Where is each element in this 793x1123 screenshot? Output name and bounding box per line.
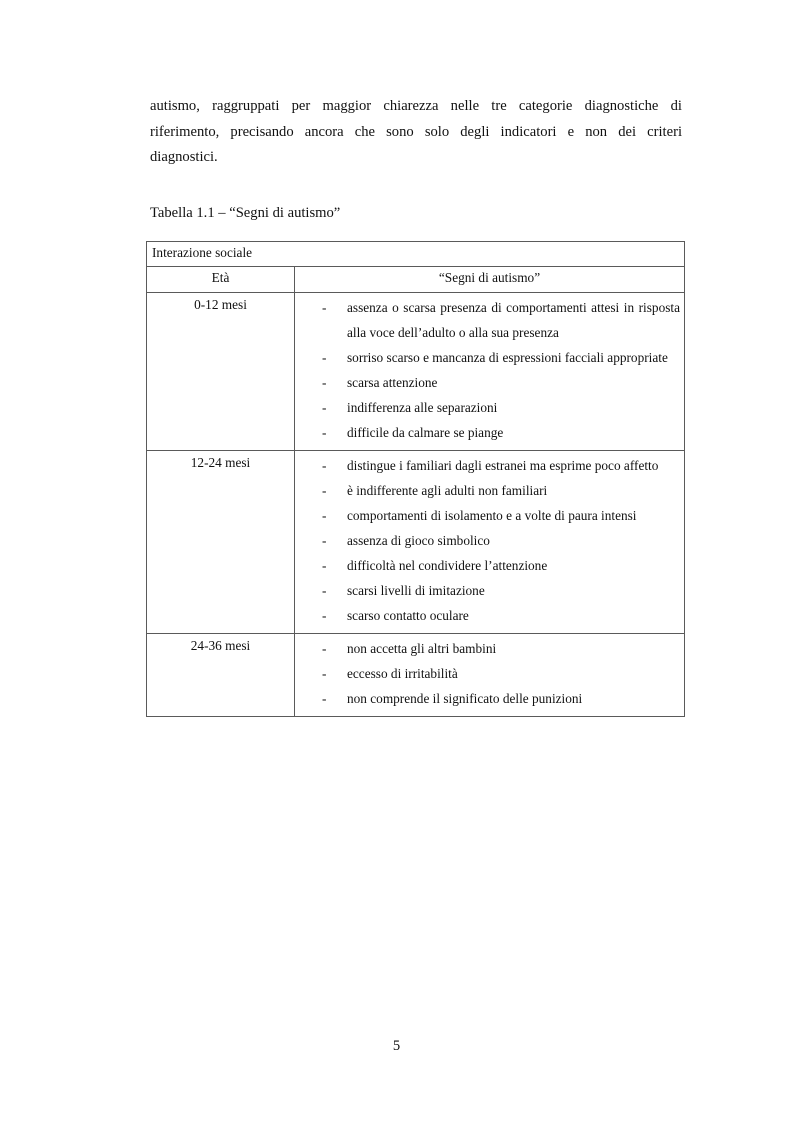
age-cell: 0-12 mesi <box>147 293 295 451</box>
dash-bullet: - <box>322 483 327 498</box>
list-item: - distingue i familiari dagli estranei ma esprime poco affetto <box>295 453 680 478</box>
header-row <box>147 267 685 293</box>
age-cell: 24-36 mesi <box>147 634 295 717</box>
list-item: - scarsa attenzione <box>295 370 680 395</box>
list-item: - indifferenza alle separazioni <box>295 395 680 420</box>
dash-bullet: - <box>322 641 327 656</box>
paragraph-line: riferimento, precisando ancora che sono solo degli indicatori e non dei criteri <box>150 123 682 140</box>
dash-bullet: - <box>322 508 327 523</box>
paragraph-line: diagnostici. <box>150 149 218 165</box>
dash-bullet: - <box>322 583 327 598</box>
dash-bullet: - <box>322 350 327 365</box>
table-row <box>147 451 685 634</box>
list-item: - scarsi livelli di imitazione <box>295 578 680 603</box>
list-item: - assenza di gioco simbolico <box>295 528 680 553</box>
list-item: - comportamenti di isolamento e a volte di paura intensi <box>295 503 680 528</box>
column-header-signs: “Segni di autismo” <box>295 267 685 293</box>
list-item: - non comprende il significato delle punizioni <box>295 686 680 711</box>
table-caption: Tabella 1.1 – “Segni di autismo” <box>150 205 341 221</box>
section-title: Interazione sociale <box>147 242 685 267</box>
dash-bullet: - <box>322 533 327 548</box>
age-cell: 12-24 mesi <box>147 451 295 634</box>
signs-cell <box>295 293 685 451</box>
paragraph-line: autismo, raggruppati per maggior chiarezza nelle tre categorie diagnostiche di <box>150 98 682 114</box>
table-row <box>147 634 685 717</box>
list-item: - eccesso di irritabilità <box>295 661 680 686</box>
dash-bullet: - <box>322 558 327 573</box>
list-item: - scarso contatto oculare <box>295 603 680 628</box>
dash-bullet: - <box>322 608 327 623</box>
table-row <box>147 293 685 451</box>
column-header-age: Età <box>147 267 295 293</box>
section-row <box>147 242 685 267</box>
page-number: 5 <box>392 1038 401 1054</box>
dash-bullet: - <box>322 300 327 315</box>
list-item: - difficoltà nel condividere l’attenzione <box>295 553 680 578</box>
dash-bullet: - <box>322 375 327 390</box>
dash-bullet: - <box>322 400 327 415</box>
signs-cell <box>295 634 685 717</box>
list-item: - difficile da calmare se piange <box>295 420 680 445</box>
list-item: - è indifferente agli adulti non familiari <box>295 478 680 503</box>
list-item: - non accetta gli altri bambini <box>295 636 680 661</box>
list-item: - assenza o scarsa presenza di comportamenti attesi in risposta alla voce dell’adulto o alla sua presenza <box>295 295 680 345</box>
signs-cell <box>295 451 685 634</box>
dash-bullet: - <box>322 425 327 440</box>
dash-bullet: - <box>322 458 327 473</box>
list-item: - sorriso scarso e mancanza di espressioni facciali appropriate <box>295 345 680 370</box>
dash-bullet: - <box>322 666 327 681</box>
body-paragraph <box>150 94 682 171</box>
signs-table <box>146 241 685 717</box>
dash-bullet: - <box>322 691 327 706</box>
